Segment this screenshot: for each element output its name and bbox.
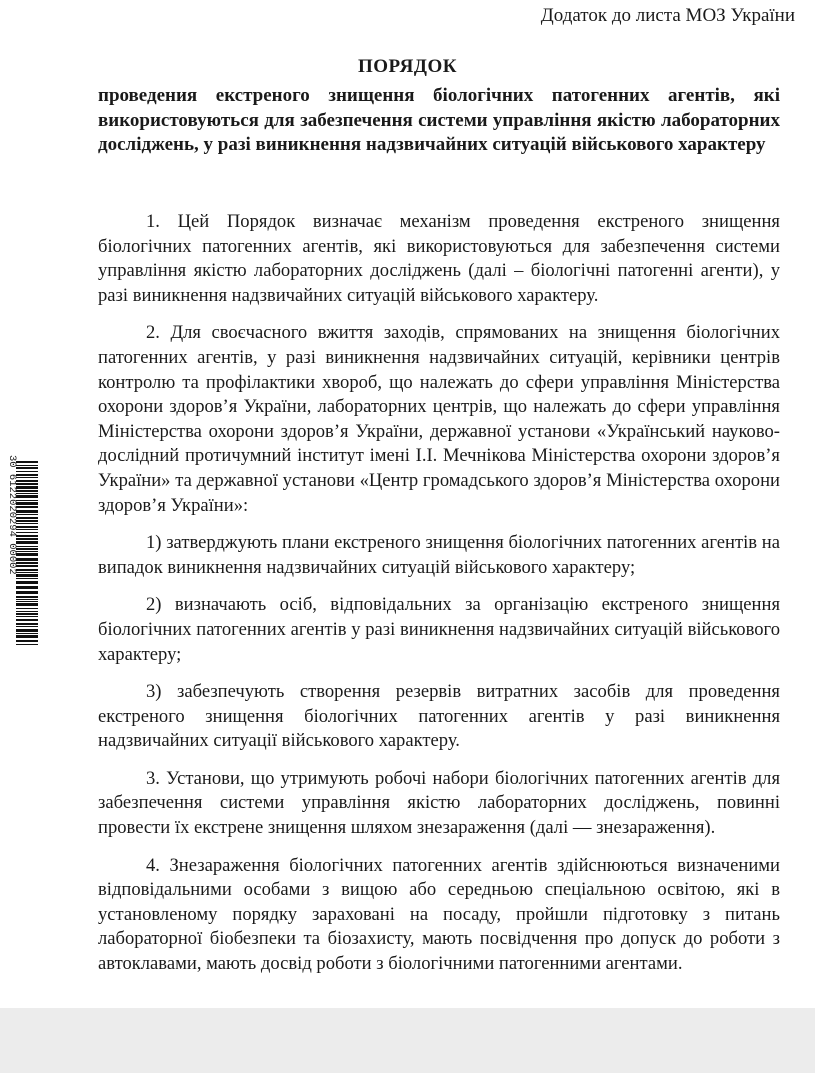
document-subtitle: проведения екстреного знищення біологічних патогенних агентів, які використовуються для забезпечення системи управління якістю лабораторних досліджень, у разі виникнення надзвичайних ситуацій військового характеру	[98, 85, 780, 155]
barcode-bar	[16, 623, 38, 625]
barcode-bar	[16, 611, 38, 612]
barcode-bar	[16, 514, 38, 515]
barcode-bar	[16, 500, 38, 501]
barcode-bar	[16, 483, 38, 485]
barcode-bar	[16, 640, 38, 642]
barcode-bar	[16, 599, 38, 600]
barcode-bar	[16, 532, 38, 533]
barcode-bar	[16, 486, 38, 489]
barcode-bar	[16, 461, 38, 463]
barcode-bar	[16, 546, 38, 547]
barcode-bar	[16, 633, 38, 634]
barcode-bar	[16, 529, 38, 530]
barcode-bar	[16, 601, 38, 602]
attachment-note: Додаток до листа МОЗ України	[540, 5, 795, 26]
barcode-bar	[16, 558, 38, 561]
barcode-bar	[16, 523, 38, 524]
barcode-graphic	[0, 455, 48, 651]
barcode-bar	[16, 506, 38, 508]
barcode-bar	[16, 477, 38, 478]
barcode-bar	[16, 596, 38, 598]
barcode-bar	[16, 471, 38, 472]
barcode-bar	[16, 526, 38, 528]
barcode-bar	[16, 603, 38, 606]
barcode-bar	[16, 562, 38, 564]
document-title: ПОРЯДОК	[357, 56, 458, 77]
barcode-bar	[16, 502, 38, 505]
bottom-shade	[0, 1008, 815, 1073]
barcode-bar	[16, 635, 38, 638]
barcode-bar	[16, 517, 38, 519]
barcode-bar	[16, 541, 38, 544]
barcode-bar	[16, 490, 38, 492]
barcode-bar	[16, 510, 38, 513]
barcode-bar	[16, 553, 38, 556]
barcode-bar	[16, 616, 38, 617]
barcode-bar	[16, 467, 38, 469]
barcode-bar	[16, 538, 38, 540]
barcode-bar	[16, 569, 38, 571]
paragraph-4: 4. Знезараження біологічних патогенних агентів здійснюються визначеними відповідальними особами з вищою або середньою спеціальною освітою, які в установленому порядку зараховані на посаду, пройшли підготовку з питань лабораторної біобезпеки та біозахисту, мають посвідчення про допуск до роботи з автоклавами, мають досвід роботи з біологічними патогенними агентами.	[98, 854, 780, 975]
paragraph-2: 2. Для своєчасного вжиття заходів, спрямованих на знищення біологічних патогенних агентів, у разі виникнення надзвичайних ситуацій, керівники центрів контролю та профілактики хвороб, що належать до сфери управління Міністерства охорони здоров’я України, лабораторних центрів, що належать до сфери управління Міністерства охорони здоров’я України, державної установи «Український науково-дослідний протичумний інститут імені І.І. Мечнікова Міністерства охорони здоров’я України» та державної установи «Центр громадського здоров’я Міністерства охорони здоров’я України»:	[98, 322, 780, 516]
barcode-bar	[16, 480, 38, 482]
barcode-bar	[16, 626, 38, 627]
barcode-bar	[16, 581, 38, 584]
barcode-bar	[16, 629, 38, 632]
barcode-bar	[16, 474, 38, 476]
barcode-bar	[16, 495, 38, 498]
barcode	[0, 455, 48, 651]
barcode-bar	[16, 465, 38, 466]
barcode-bar	[16, 613, 38, 615]
list-item-3: 3) забезпечують створення резервів витратних засобів для проведення екстреного знищення біологічних патогенних агентів у разі виникнення надзвичайних ситуації військового характеру.	[98, 681, 780, 752]
barcode-bar	[16, 591, 38, 594]
barcode-bar	[16, 572, 38, 573]
paragraph-3: 3. Установи, що утримують робочі набори біологічних патогенних агентів для забезпечення системи управління якістю лабораторних досліджень, повинні провести їх екстрене знищення шляхом знезараження (далі — знезараження).	[98, 767, 780, 839]
list-item-1: 1) затверджують плани екстреного знищення біологічних патогенних агентів на випадок виникнення надзвичайних ситуацій військового характеру;	[98, 532, 780, 578]
barcode-bar	[16, 493, 38, 494]
barcode-bar	[16, 619, 38, 621]
barcode-bar	[16, 586, 38, 589]
paragraph-1: 1. Цей Порядок визначає механізм проведення екстреного знищення біологічних патогенних агентів, які використовуються для забезпечення системи управління якістю лабораторних досліджень (далі – біологічні патогенні агенти), у разі виникнення надзвичайних ситуацій військового характеру.	[98, 211, 780, 306]
barcode-bar	[16, 578, 38, 579]
barcode-number: 30 6122020294 00002	[6, 455, 18, 575]
barcode-bar	[16, 574, 38, 577]
barcode-bar	[16, 548, 38, 550]
document-body	[98, 210, 780, 990]
barcode-bar	[16, 520, 38, 522]
barcode-bar	[16, 535, 38, 537]
barcode-bar	[16, 565, 38, 567]
barcode-bar	[16, 608, 38, 609]
list-item-2: 2) визначають осіб, відповідальних за організацію екстреного знищення біологічних патогенних агентів у разі виникнення надзвичайних ситуацій військового характеру;	[98, 594, 780, 665]
barcode-bar	[16, 551, 38, 552]
barcode-bar	[16, 644, 38, 645]
